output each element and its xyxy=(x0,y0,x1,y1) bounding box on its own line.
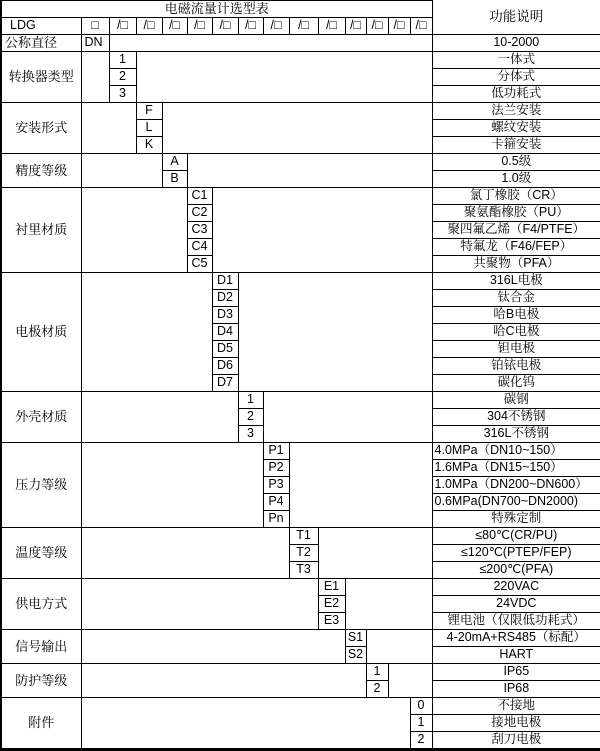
filler xyxy=(187,154,432,188)
option-desc: 共聚物（PFA） xyxy=(432,256,600,273)
option-desc: 卡箍安装 xyxy=(432,137,600,154)
option-code: E3 xyxy=(318,613,345,630)
option-code: 2 xyxy=(366,681,388,698)
model-slot: /□ xyxy=(162,18,187,35)
filler xyxy=(81,188,187,273)
filler xyxy=(81,528,289,579)
model-slot: /□ xyxy=(109,18,136,35)
option-code: P4 xyxy=(263,494,289,511)
option-desc: 聚四氟乙烯（F4/PTFE） xyxy=(432,222,600,239)
option-desc: 接地电极 xyxy=(432,715,600,732)
section-label-protection-rating: 防护等级 xyxy=(1,664,81,698)
option-desc: 316L不锈钢 xyxy=(432,426,600,443)
model-prefix: LDG xyxy=(1,18,81,35)
option-desc: 分体式 xyxy=(432,69,600,86)
filler xyxy=(81,443,263,528)
option-desc: 螺纹安装 xyxy=(432,120,600,137)
option-desc: 一体式 xyxy=(432,52,600,69)
option-desc: IP68 xyxy=(432,681,600,698)
diameter-label: 公称直径 xyxy=(1,35,81,52)
model-slot: /□ xyxy=(366,18,388,35)
option-code: T3 xyxy=(289,562,318,579)
option-code: T1 xyxy=(289,528,318,545)
option-desc: 低功耗式 xyxy=(432,86,600,103)
option-code: T2 xyxy=(289,545,318,562)
option-code: F xyxy=(136,103,162,120)
option-desc: 碳化钨 xyxy=(432,375,600,392)
option-code: D3 xyxy=(212,307,238,324)
section-label-temperature-rating: 温度等级 xyxy=(1,528,81,579)
option-desc: 1.0MPa（DN200~DN600） xyxy=(432,477,600,494)
option-code: E1 xyxy=(318,579,345,596)
option-desc: 220VAC xyxy=(432,579,600,596)
model-slot: /□ xyxy=(289,18,318,35)
filler xyxy=(81,664,366,698)
filler xyxy=(318,528,432,579)
section-label-lining-material: 衬里材质 xyxy=(1,188,81,273)
model-box: □ xyxy=(81,18,109,35)
option-code: B xyxy=(162,171,187,188)
option-desc: 特氟龙（F46/FEP） xyxy=(432,239,600,256)
section-label-converter-type: 转换器类型 xyxy=(1,52,81,103)
option-code: 1 xyxy=(366,664,388,681)
filler xyxy=(136,52,432,103)
option-desc: 哈B电极 xyxy=(432,307,600,324)
option-code: C2 xyxy=(187,205,212,222)
filler xyxy=(345,579,432,630)
option-desc: 特殊定制 xyxy=(432,511,600,528)
model-slot: /□ xyxy=(187,18,212,35)
filler xyxy=(162,103,432,154)
filler xyxy=(81,698,410,750)
section-label-housing-material: 外壳材质 xyxy=(1,392,81,443)
section-label-pressure-rating: 压力等级 xyxy=(1,443,81,528)
filler xyxy=(81,579,318,630)
model-slot: /□ xyxy=(345,18,366,35)
option-desc: 铂铱电极 xyxy=(432,358,600,375)
option-code: K xyxy=(136,137,162,154)
option-desc: 不接地 xyxy=(432,698,600,715)
option-code: 1 xyxy=(109,52,136,69)
option-desc: 4.0MPa（DN10~150） xyxy=(432,443,600,460)
option-desc: 24VDC xyxy=(432,596,600,613)
option-desc: 0.5级 xyxy=(432,154,600,171)
option-code: 2 xyxy=(238,409,263,426)
filler xyxy=(289,443,432,528)
filler xyxy=(81,103,136,154)
model-slot: /□ xyxy=(136,18,162,35)
model-slot: /□ xyxy=(212,18,238,35)
option-desc: 哈C电极 xyxy=(432,324,600,341)
option-desc: ≤120℃(PTEP/FEP) xyxy=(432,545,600,562)
option-code: L xyxy=(136,120,162,137)
option-code: A xyxy=(162,154,187,171)
model-slot: /□ xyxy=(388,18,410,35)
option-desc: 碳钢 xyxy=(432,392,600,409)
option-code: D4 xyxy=(212,324,238,341)
option-code: D1 xyxy=(212,273,238,290)
filler xyxy=(81,154,162,188)
filler xyxy=(212,188,432,273)
option-code: C1 xyxy=(187,188,212,205)
diameter-desc: 10-2000 xyxy=(432,35,600,52)
section-label-electrode-material: 电极材质 xyxy=(1,273,81,392)
option-desc: 0.6MPa(DN700~DN2000) xyxy=(432,494,600,511)
option-code: 1 xyxy=(238,392,263,409)
option-desc: 1.6MPa（DN15~150） xyxy=(432,460,600,477)
option-code: 2 xyxy=(410,732,432,750)
option-code: Pn xyxy=(263,511,289,528)
option-desc: ≤80℃(CR/PU) xyxy=(432,528,600,545)
option-code: C4 xyxy=(187,239,212,256)
model-slot: /□ xyxy=(263,18,289,35)
option-code: E2 xyxy=(318,596,345,613)
model-slot: /□ xyxy=(238,18,263,35)
option-desc: 316L电极 xyxy=(432,273,600,290)
filler xyxy=(366,630,432,664)
option-code: D2 xyxy=(212,290,238,307)
option-code: S2 xyxy=(345,647,366,664)
option-desc: 1.0级 xyxy=(432,171,600,188)
filler xyxy=(238,273,432,392)
filler xyxy=(81,273,212,392)
option-code: 3 xyxy=(238,426,263,443)
option-desc: 法兰安装 xyxy=(432,103,600,120)
model-slot: /□ xyxy=(410,18,432,35)
filler xyxy=(388,664,432,698)
option-code: D6 xyxy=(212,358,238,375)
section-label-accessories: 附件 xyxy=(1,698,81,750)
option-desc: 锂电池（仅限低功耗式） xyxy=(432,613,600,630)
filler xyxy=(81,392,238,443)
option-desc: 钛合金 xyxy=(432,290,600,307)
section-label-accuracy-class: 精度等级 xyxy=(1,154,81,188)
option-code: 0 xyxy=(410,698,432,715)
option-code: 1 xyxy=(410,715,432,732)
option-desc: 钽电极 xyxy=(432,341,600,358)
diameter-code: DN xyxy=(81,35,109,52)
section-label-installation-type: 安装形式 xyxy=(1,103,81,154)
option-desc: HART xyxy=(432,647,600,664)
diameter-filler xyxy=(109,35,432,52)
option-code: P1 xyxy=(263,443,289,460)
function-column-header: 功能说明 xyxy=(432,1,600,35)
option-code: P2 xyxy=(263,460,289,477)
option-code: D7 xyxy=(212,375,238,392)
option-desc: IP65 xyxy=(432,664,600,681)
section-label-power-supply: 供电方式 xyxy=(1,579,81,630)
option-code: C3 xyxy=(187,222,212,239)
option-code: C5 xyxy=(187,256,212,273)
option-desc: 氯丁橡胶（CR） xyxy=(432,188,600,205)
option-desc: 聚氨酯橡胶（PU） xyxy=(432,205,600,222)
option-desc: 4-20mA+RS485（标配） xyxy=(432,630,600,647)
table-title: 电磁流量计选型表 xyxy=(1,1,432,18)
filler xyxy=(263,392,432,443)
option-code: D5 xyxy=(212,341,238,358)
option-code: P3 xyxy=(263,477,289,494)
filler xyxy=(81,630,345,664)
option-desc: 304不锈钢 xyxy=(432,409,600,426)
option-code: 3 xyxy=(109,86,136,103)
option-desc: ≤200℃(PFA) xyxy=(432,562,600,579)
section-label-signal-output: 信号输出 xyxy=(1,630,81,664)
model-slot: /□ xyxy=(318,18,345,35)
option-desc: 刮刀电极 xyxy=(432,732,600,750)
filler xyxy=(81,52,109,103)
option-code: 2 xyxy=(109,69,136,86)
option-code: S1 xyxy=(345,630,366,647)
